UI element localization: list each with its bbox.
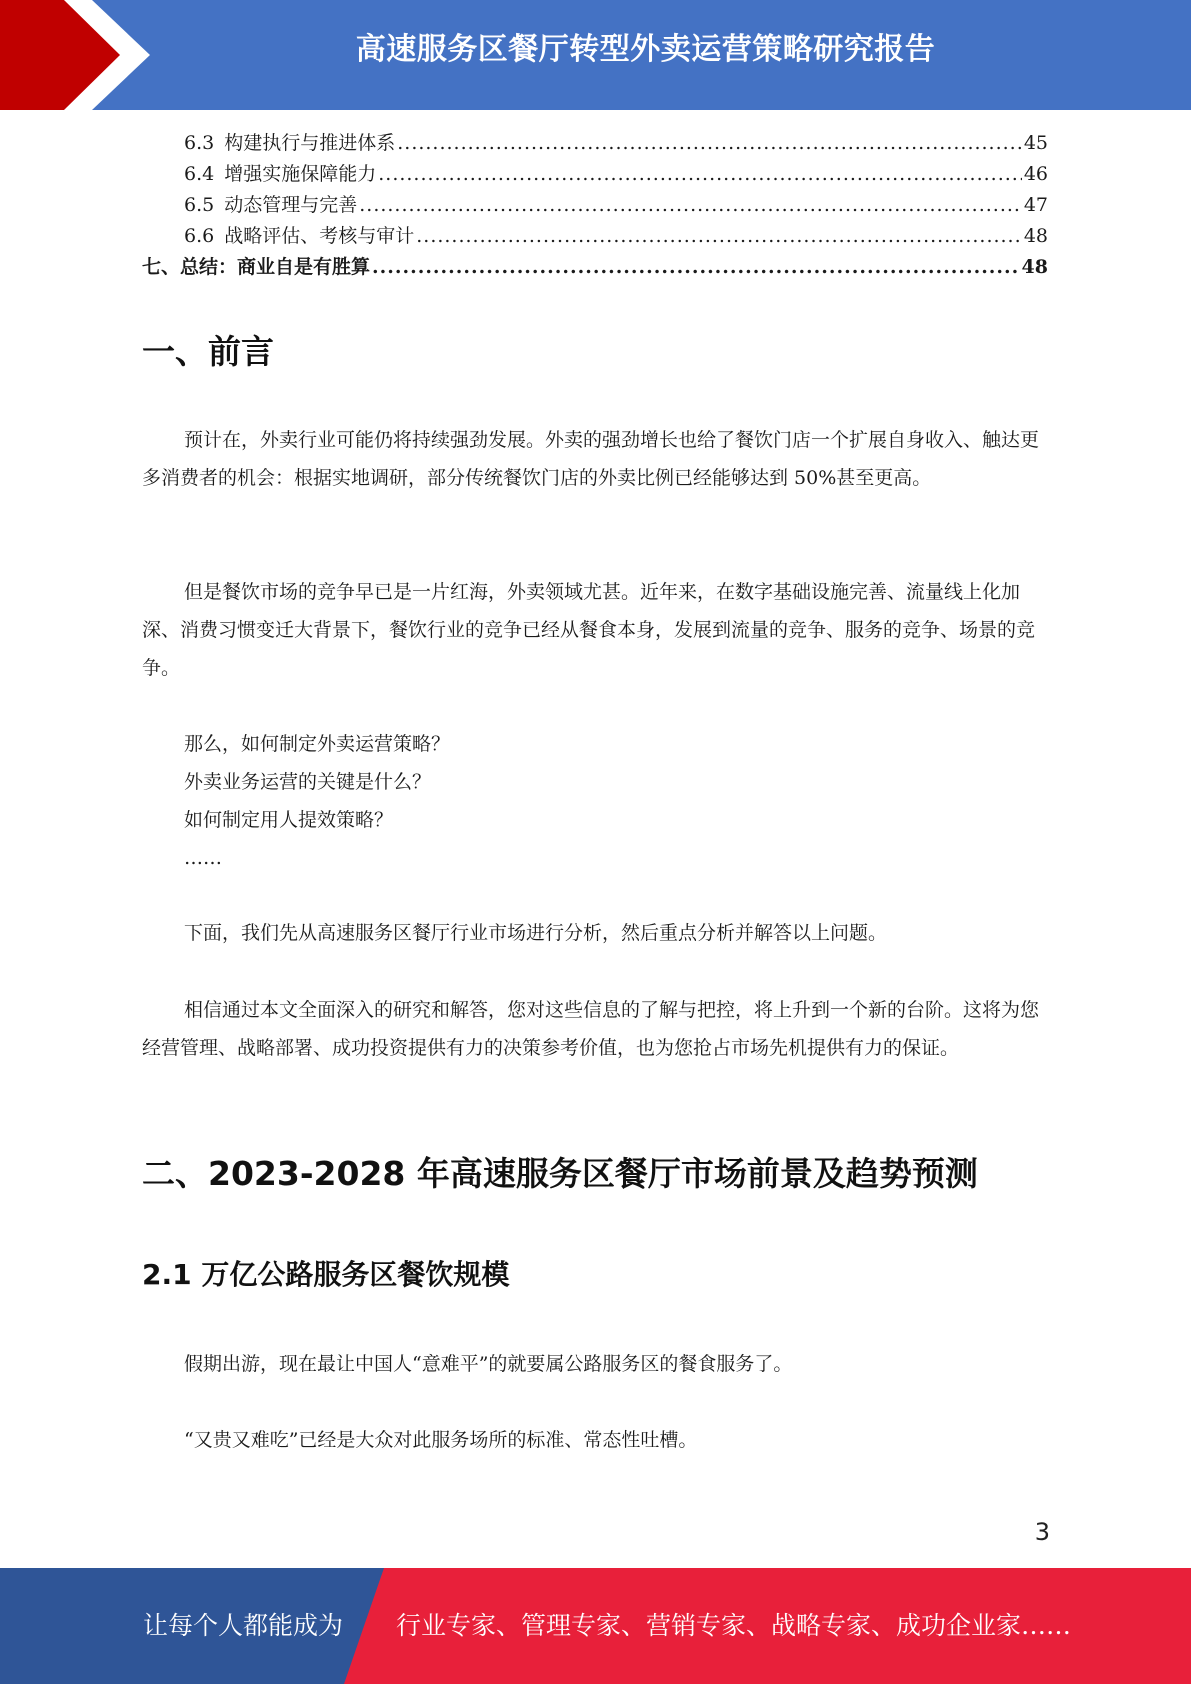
toc-leader	[372, 252, 1020, 283]
toc-item-title: 构建执行与推进体系	[224, 132, 396, 154]
toc-leader	[397, 128, 1022, 159]
toc-item-page: 48	[1021, 256, 1048, 278]
toc-leader	[416, 221, 1022, 252]
toc-item-chapter[interactable]	[142, 252, 1048, 283]
subsection-heading: 2.1 万亿公路服务区餐饮规模	[142, 1258, 510, 1291]
question-item: ……	[184, 847, 222, 869]
toc-item[interactable]	[142, 159, 1048, 190]
toc-item-title: 动态管理与完善	[224, 194, 358, 216]
paragraph: “又贵又难吃”已经是大众对此服务场所的标准、常态性吐槽。	[184, 1429, 698, 1451]
toc-leader	[359, 190, 1022, 221]
toc-item-page: 47	[1023, 194, 1048, 216]
footer-slogan-left: 让每个人都能成为	[143, 1611, 344, 1640]
toc-leader	[378, 159, 1022, 190]
paragraph: 下面，我们先从高速服务区餐厅行业市场进行分析，然后重点分析并解答以上问题。	[184, 922, 888, 944]
paragraph: 假期出游，现在最让中国人“意难平”的就要属公路服务区的餐食服务了。	[184, 1353, 793, 1375]
toc-item-number: 6.5	[184, 194, 215, 216]
toc-item-page: 45	[1023, 132, 1048, 154]
toc-item-title: 战略评估、考核与审计	[224, 225, 415, 247]
toc-item-title: 七、总结：商业自是有胜算	[142, 256, 371, 278]
question-item: 那么，如何制定外卖运营策略？	[184, 733, 451, 755]
paragraph: 预计在，外卖行业可能仍将持续强劲发展。外卖的强劲增长也给了餐饮门店一个扩展自身收入、触达更多消费者的机会：根据实地调研，部分传统餐饮门店的外卖比例已经能够达到 50%甚至更高。	[142, 429, 1040, 489]
toc-item-title: 增强实施保障能力	[224, 163, 377, 185]
report-title: 高速服务区餐厅转型外卖运营策略研究报告	[355, 32, 936, 67]
question-list	[184, 725, 1044, 877]
section-heading-preface: 一、前言	[142, 332, 274, 371]
section-heading-market-outlook: 二、2023-2028 年高速服务区餐厅市场前景及趋势预测	[142, 1154, 978, 1193]
toc-item[interactable]	[142, 190, 1048, 221]
paragraph: 但是餐饮市场的竞争早已是一片红海，外卖领域尤甚。近年来，在数字基础设施完善、流量线上化加深、消费习惯变迁大背景下，餐饮行业的竞争已经从餐食本身，发展到流量的竞争、服务的竞争、场景的竞争。	[142, 581, 1036, 679]
page-number: 3	[1034, 1518, 1050, 1546]
table-of-contents	[142, 128, 1048, 283]
question-item: 如何制定用人提效策略？	[184, 809, 394, 831]
page-header	[0, 0, 1191, 110]
page-footer	[0, 1568, 1191, 1684]
toc-item-number: 6.4	[184, 163, 215, 185]
toc-item-page: 48	[1023, 225, 1048, 247]
toc-item-number: 6.3	[184, 132, 215, 154]
footer-slogan-right: 行业专家、管理专家、营销专家、战略专家、成功企业家……	[396, 1611, 1072, 1640]
toc-item-number: 6.6	[184, 225, 215, 247]
paragraph: 相信通过本文全面深入的研究和解答，您对这些信息的了解与把控，将上升到一个新的台阶。这将为您经营管理、战略部署、成功投资提供有力的决策参考价值，也为您抢占市场先机提供有力的保证。	[142, 999, 1040, 1059]
toc-item[interactable]	[142, 221, 1048, 252]
toc-item-page: 46	[1023, 163, 1048, 185]
question-item: 外卖业务运营的关键是什么？	[184, 771, 432, 793]
toc-item[interactable]	[142, 128, 1048, 159]
